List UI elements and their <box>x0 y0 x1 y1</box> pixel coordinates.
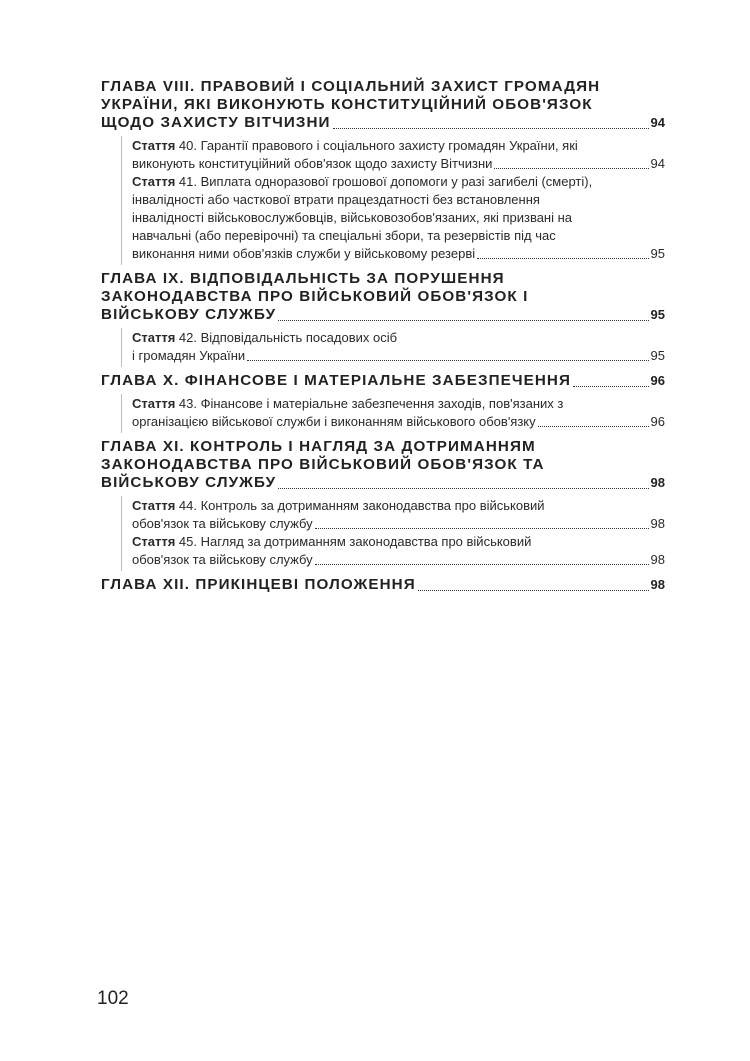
article-label: Стаття <box>132 534 176 549</box>
article-page-number: 95 <box>650 348 665 363</box>
chapter-articles <box>121 136 665 265</box>
table-of-contents <box>101 78 665 594</box>
chapter-title-line: ЗАКОНОДАВСТВА ПРО ВІЙСЬКОВИЙ ОБОВ'ЯЗОК І <box>101 288 529 305</box>
article-title-line: навчальні (або перевірочні) та спеціальні збори, та резервістів під час <box>132 228 556 243</box>
article-label: Стаття <box>132 138 176 153</box>
chapter-title-row <box>101 372 665 390</box>
dot-leader <box>573 386 649 387</box>
article-title-line: 43. Фінансове і матеріальне забезпечення заходів, пов'язаних з <box>175 396 564 411</box>
toc-article[interactable] <box>132 395 665 431</box>
article-title-line: обов'язок та військову службу <box>132 552 313 567</box>
article-title-line: 41. Виплата одноразової грошової допомоги у разі загибелі (смерті), <box>175 174 593 189</box>
dot-leader <box>477 258 648 259</box>
dot-leader <box>278 320 648 321</box>
article-title-line: 44. Контроль за дотриманням законодавства про військовий <box>175 498 545 513</box>
article-title-line: інвалідності військовослужбовців, військовозобов'язаних, які призвані на <box>132 210 573 225</box>
article-row <box>132 347 665 365</box>
page-number: 102 <box>97 988 129 1009</box>
chapter-title-row <box>101 474 665 492</box>
article-title-line: 40. Гарантії правового і соціального захисту громадян України, які <box>175 138 578 153</box>
article-page-number: 98 <box>650 516 665 531</box>
article-label: Стаття <box>132 396 176 411</box>
toc-chapter[interactable] <box>101 78 665 132</box>
article-label: Стаття <box>132 174 176 189</box>
chapter-title-line: ВІЙСЬКОВУ СЛУЖБУ <box>101 306 277 323</box>
chapter-page-number: 94 <box>650 115 665 130</box>
article-row <box>132 551 665 569</box>
chapter-title-line: ВІЙСЬКОВУ СЛУЖБУ <box>101 474 277 491</box>
toc-article[interactable] <box>132 497 665 533</box>
dot-leader <box>333 128 649 129</box>
article-page-number: 95 <box>650 246 665 261</box>
chapter-title-row <box>101 114 665 132</box>
chapter-articles <box>121 328 665 367</box>
chapter-title-line: ГЛАВА XII. ПРИКІНЦЕВІ ПОЛОЖЕННЯ <box>101 576 416 593</box>
dot-leader <box>538 426 649 427</box>
article-row <box>132 245 665 263</box>
dot-leader <box>247 360 648 361</box>
article-row <box>132 155 665 173</box>
chapter-page-number: 98 <box>650 475 665 490</box>
toc-article[interactable] <box>132 137 665 173</box>
toc-article[interactable] <box>132 173 665 263</box>
toc-article[interactable] <box>132 533 665 569</box>
article-title-line: організацією військової служби і виконанням військового обов'язку <box>132 414 536 429</box>
chapter-title-line: ГЛАВА IX. ВІДПОВІДАЛЬНІСТЬ ЗА ПОРУШЕННЯ <box>101 270 505 287</box>
dot-leader <box>418 590 649 591</box>
dot-leader <box>278 488 648 489</box>
chapter-articles <box>121 394 665 433</box>
dot-leader <box>315 564 649 565</box>
chapter-page-number: 95 <box>650 307 665 322</box>
chapter-title-row <box>101 306 665 324</box>
dot-leader <box>315 528 649 529</box>
chapter-title-line: ГЛАВА XI. КОНТРОЛЬ І НАГЛЯД ЗА ДОТРИМАННЯМ <box>101 438 536 455</box>
chapter-title-line: ЗАКОНОДАВСТВА ПРО ВІЙСЬКОВИЙ ОБОВ'ЯЗОК ТА <box>101 456 545 473</box>
chapter-title-line: УКРАЇНИ, ЯКІ ВИКОНУЮТЬ КОНСТИТУЦІЙНИЙ ОБОВ'ЯЗОК <box>101 96 593 113</box>
article-title-line: інвалідності або часткової втрати працездатності без встановлення <box>132 192 540 207</box>
chapter-title-line: ГЛАВА VIII. ПРАВОВИЙ І СОЦІАЛЬНИЙ ЗАХИСТ ГРОМАДЯН <box>101 78 601 95</box>
toc-chapter[interactable] <box>101 372 665 390</box>
toc-chapter[interactable] <box>101 270 665 324</box>
dot-leader <box>494 168 648 169</box>
article-page-number: 96 <box>650 414 665 429</box>
toc-article[interactable] <box>132 329 665 365</box>
article-page-number: 98 <box>650 552 665 567</box>
chapter-title-line: ЩОДО ЗАХИСТУ ВІТЧИЗНИ <box>101 114 331 131</box>
toc-chapter[interactable] <box>101 438 665 492</box>
article-row <box>132 515 665 533</box>
article-title-line: і громадян України <box>132 348 246 363</box>
article-title-line: виконання ними обов'язків служби у військовому резерві <box>132 246 476 261</box>
article-title-line: обов'язок та військову службу <box>132 516 313 531</box>
toc-chapter[interactable] <box>101 576 665 594</box>
article-title-line: 42. Відповідальність посадових осіб <box>175 330 398 345</box>
article-row <box>132 413 665 431</box>
chapter-page-number: 98 <box>650 577 665 592</box>
article-label: Стаття <box>132 498 176 513</box>
chapter-title-row <box>101 576 665 594</box>
article-page-number: 94 <box>650 156 665 171</box>
article-title-line: виконують конституційний обов'язок щодо захисту Вітчизни <box>132 156 493 171</box>
article-title-line: 45. Нагляд за дотриманням законодавства про військовий <box>175 534 532 549</box>
chapter-articles <box>121 496 665 571</box>
chapter-page-number: 96 <box>650 373 665 388</box>
article-label: Стаття <box>132 330 176 345</box>
chapter-title-line: ГЛАВА X. ФІНАНСОВЕ І МАТЕРІАЛЬНЕ ЗАБЕЗПЕЧЕННЯ <box>101 372 571 389</box>
article-row <box>132 137 665 155</box>
